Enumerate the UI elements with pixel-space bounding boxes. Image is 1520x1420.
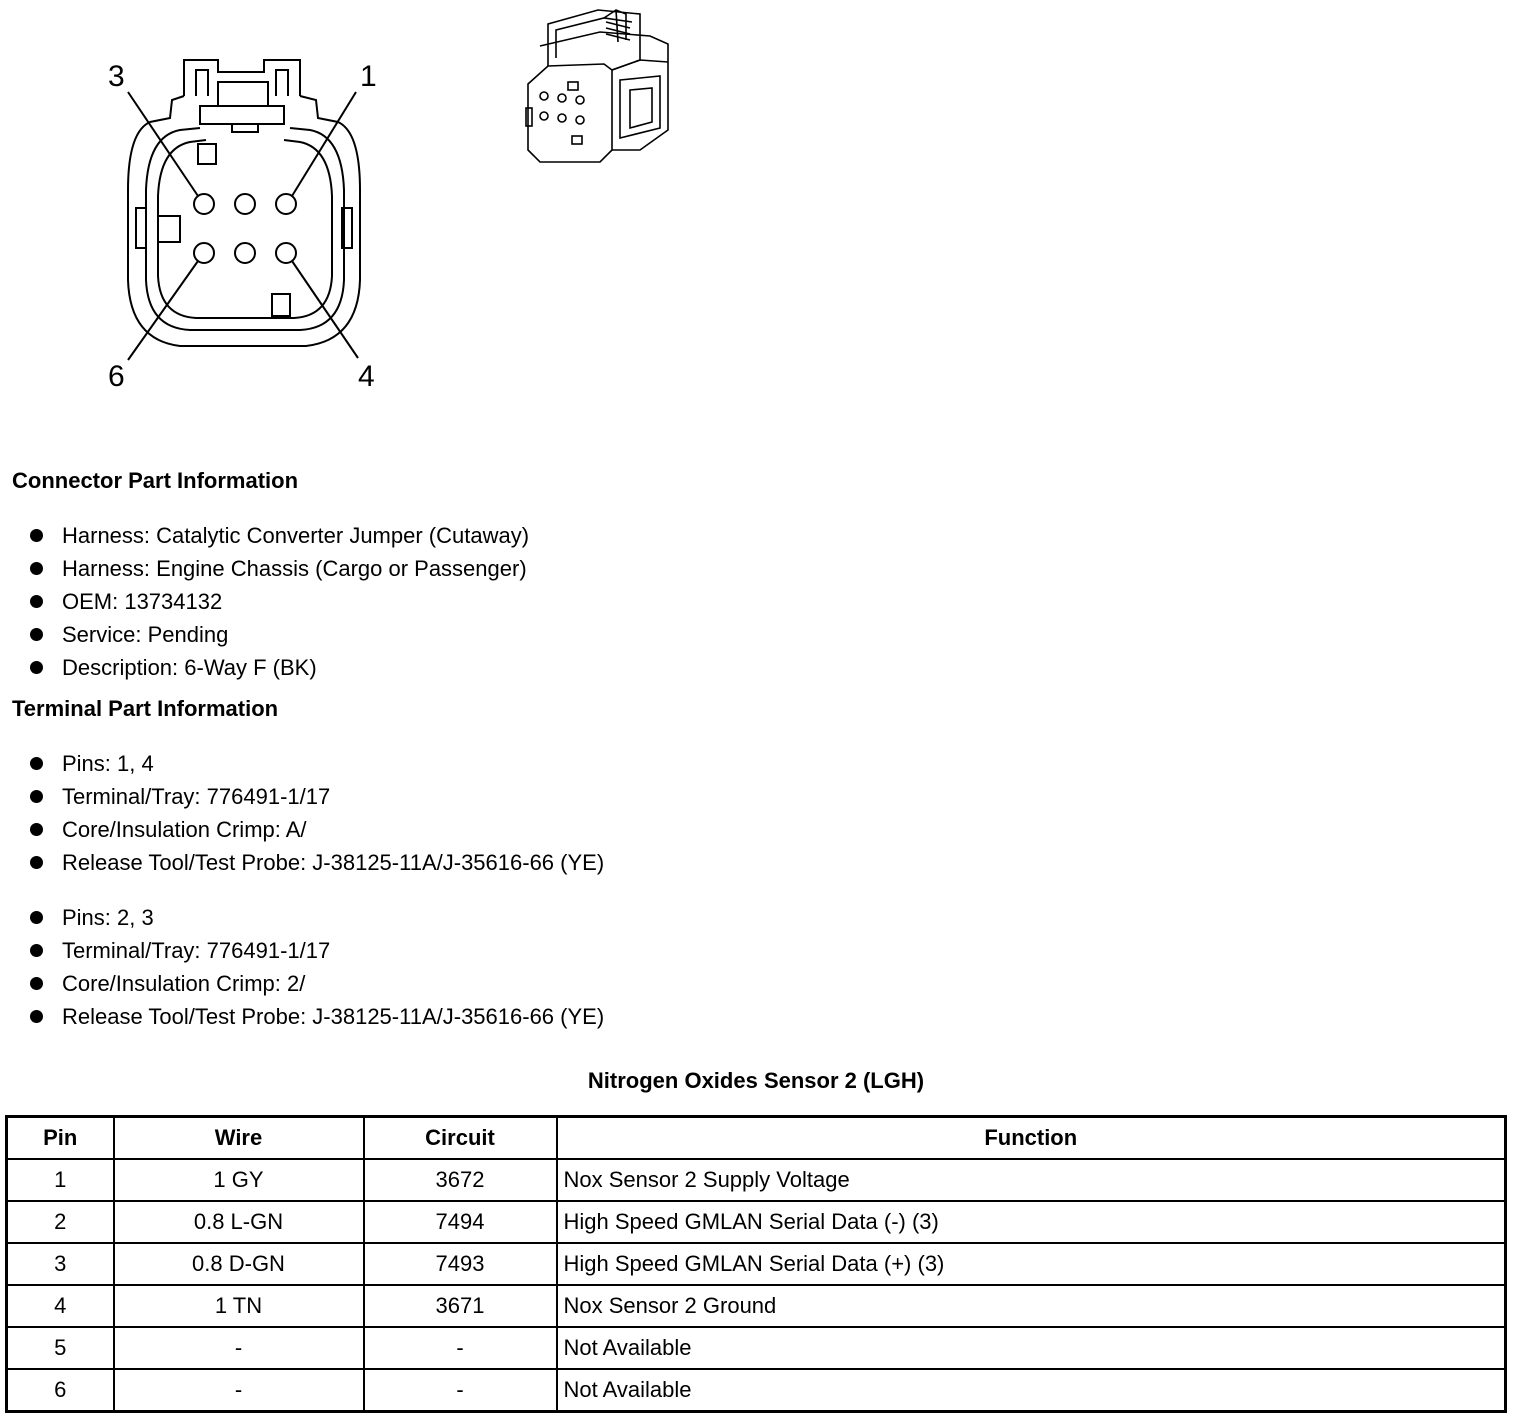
bullet-icon bbox=[30, 661, 43, 674]
table-row bbox=[7, 1201, 1506, 1243]
leader-line-3 bbox=[128, 92, 198, 196]
cell-wire: - bbox=[114, 1327, 364, 1369]
pin-1-cavity bbox=[276, 194, 296, 214]
connector-face bbox=[128, 60, 360, 360]
list-item: Pins: 1, 4 bbox=[28, 747, 604, 780]
pin-label-3: 3 bbox=[108, 60, 125, 93]
cell-function: High Speed GMLAN Serial Data (-) (3) bbox=[557, 1201, 1506, 1243]
terminal-group-2 bbox=[28, 901, 604, 1033]
leader-line-1 bbox=[292, 92, 356, 196]
connector-part-heading: Connector Part Information bbox=[12, 468, 299, 493]
cell-wire: - bbox=[114, 1369, 364, 1412]
pin-table bbox=[5, 1115, 1507, 1413]
list-item: Service: Pending bbox=[28, 618, 529, 651]
bullet-icon bbox=[30, 911, 43, 924]
list-item: Pins: 2, 3 bbox=[28, 901, 604, 934]
pin-6-cavity bbox=[194, 243, 214, 263]
pin-2-cavity bbox=[235, 194, 255, 214]
pin-label-1: 1 bbox=[360, 60, 377, 93]
list-item: OEM: 13734132 bbox=[28, 585, 529, 618]
pin-4-cavity bbox=[276, 243, 296, 263]
connector-3d-illustration bbox=[526, 10, 668, 162]
pin-label-4: 4 bbox=[358, 360, 375, 393]
column-header-pin: Pin bbox=[7, 1117, 114, 1160]
table-row bbox=[7, 1243, 1506, 1285]
table-row bbox=[7, 1159, 1506, 1201]
cell-function: Not Available bbox=[557, 1327, 1506, 1369]
bullet-icon bbox=[30, 944, 43, 957]
connector-diagram bbox=[0, 0, 720, 440]
cell-function: Nox Sensor 2 Ground bbox=[557, 1285, 1506, 1327]
list-item: Core/Insulation Crimp: A/ bbox=[28, 813, 604, 846]
list-item: Terminal/Tray: 776491-1/17 bbox=[28, 780, 604, 813]
cell-circuit: 7494 bbox=[364, 1201, 557, 1243]
cell-pin: 1 bbox=[7, 1159, 114, 1201]
cell-circuit: 3672 bbox=[364, 1159, 557, 1201]
terminal-part-heading: Terminal Part Information bbox=[12, 696, 279, 721]
cell-function: High Speed GMLAN Serial Data (+) (3) bbox=[557, 1243, 1506, 1285]
terminal-group-1 bbox=[28, 747, 604, 879]
table-row bbox=[7, 1369, 1506, 1412]
bullet-icon bbox=[30, 856, 43, 869]
cell-circuit: - bbox=[364, 1327, 557, 1369]
column-header-wire: Wire bbox=[114, 1117, 364, 1160]
column-header-function: Function bbox=[557, 1117, 1506, 1160]
pin-label-6: 6 bbox=[108, 360, 125, 393]
column-header-circuit: Circuit bbox=[364, 1117, 557, 1160]
bullet-icon bbox=[30, 1010, 43, 1023]
bullet-icon bbox=[30, 529, 43, 542]
bullet-icon bbox=[30, 823, 43, 836]
table-row bbox=[7, 1285, 1506, 1327]
cell-pin: 3 bbox=[7, 1243, 114, 1285]
cell-pin: 6 bbox=[7, 1369, 114, 1412]
cell-function: Not Available bbox=[557, 1369, 1506, 1412]
list-item: Terminal/Tray: 776491-1/17 bbox=[28, 934, 604, 967]
list-item: Core/Insulation Crimp: 2/ bbox=[28, 967, 604, 1000]
cell-function: Nox Sensor 2 Supply Voltage bbox=[557, 1159, 1506, 1201]
bullet-icon bbox=[30, 757, 43, 770]
cell-wire: 0.8 L-GN bbox=[114, 1201, 364, 1243]
bullet-icon bbox=[30, 562, 43, 575]
bullet-icon bbox=[30, 790, 43, 803]
list-item: Harness: Catalytic Converter Jumper (Cutaway) bbox=[28, 519, 529, 552]
table-row bbox=[7, 1327, 1506, 1369]
cell-wire: 1 TN bbox=[114, 1285, 364, 1327]
leader-line-4 bbox=[292, 261, 358, 358]
pin-5-cavity bbox=[235, 243, 255, 263]
connector-part-list bbox=[28, 519, 529, 684]
cell-wire: 1 GY bbox=[114, 1159, 364, 1201]
list-item: Release Tool/Test Probe: J-38125-11A/J-35616-66 (YE) bbox=[28, 1000, 604, 1033]
bullet-icon bbox=[30, 628, 43, 641]
cell-circuit: 7493 bbox=[364, 1243, 557, 1285]
bullet-icon bbox=[30, 977, 43, 990]
cell-pin: 2 bbox=[7, 1201, 114, 1243]
list-item: Harness: Engine Chassis (Cargo or Passenger) bbox=[28, 552, 529, 585]
list-item: Release Tool/Test Probe: J-38125-11A/J-35616-66 (YE) bbox=[28, 846, 604, 879]
list-item: Description: 6-Way F (BK) bbox=[28, 651, 529, 684]
pin-3-cavity bbox=[194, 194, 214, 214]
bullet-icon bbox=[30, 595, 43, 608]
pin-table-title: Nitrogen Oxides Sensor 2 (LGH) bbox=[587, 1068, 925, 1093]
table-header-row bbox=[7, 1117, 1506, 1160]
cell-circuit: - bbox=[364, 1369, 557, 1412]
cell-pin: 4 bbox=[7, 1285, 114, 1327]
cell-pin: 5 bbox=[7, 1327, 114, 1369]
cell-wire: 0.8 D-GN bbox=[114, 1243, 364, 1285]
cell-circuit: 3671 bbox=[364, 1285, 557, 1327]
